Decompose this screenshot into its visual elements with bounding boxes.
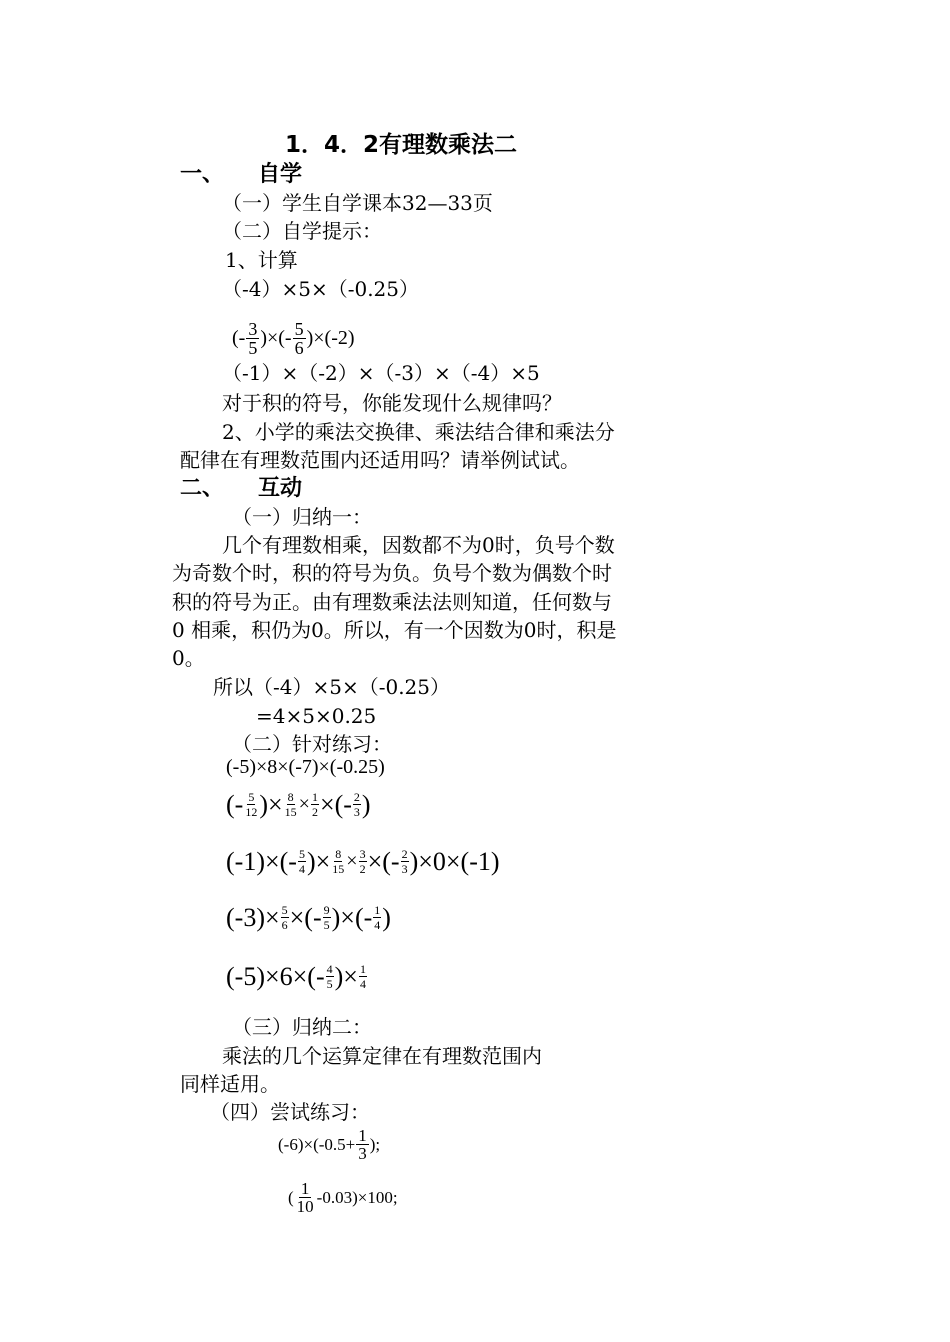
paragraph-line: 积的符号为正。由有理数乘法法则知道，任何数与 <box>172 590 612 614</box>
text-line: （二）针对练习： <box>232 732 392 756</box>
text-line: 同样适用。 <box>180 1072 280 1096</box>
fraction: $\frac{1}{3}$ <box>358 1126 367 1163</box>
text-line: =4×5×0.25 <box>256 704 377 728</box>
fraction: 1 4 <box>374 903 381 932</box>
text-line: （四）尝试练习： <box>210 1100 370 1124</box>
fraction: $\frac{1}{4}$ <box>359 962 366 991</box>
fraction: $\frac{8}{15}$ <box>284 790 297 819</box>
section-heading-interaction <box>180 476 302 502</box>
text-line: 配律在有理数范围内还适用吗？请举例试试。 <box>180 448 580 472</box>
fraction: $\frac{3}{2}$ <box>359 847 366 876</box>
text-line: （一）归纳一： <box>232 505 372 529</box>
fraction: 4 5 <box>326 962 333 991</box>
fraction: 9 5 <box>323 903 330 932</box>
fraction: 5 12 <box>245 790 258 819</box>
exercise-expression: (-3)× $\frac{5}{6}$ ×(- 9 5 )×(- 1 4 ) <box>226 902 391 932</box>
text-line: 2、小学的乘法交换律、乘法结合律和乘法分 <box>222 420 615 444</box>
math-expression: (- 3 5 )×(- 5 6 )×(-2) <box>232 319 355 358</box>
paragraph-line: 0 相乘，积仍为0。所以，有一个因数为0时，积是 <box>172 618 617 642</box>
fraction: $\frac{8}{15}$ <box>332 847 345 876</box>
fraction: $\frac{5}{6}$ <box>281 903 288 932</box>
fraction: 1 10 <box>296 1179 314 1216</box>
text-line: （-1）×（-2）×（-3）×（-4）×5 <box>222 361 540 385</box>
text-line: 所以（-4）×5×（-0.25） <box>213 675 451 699</box>
paragraph-line: 几个有理数相乘，因数都不为0时，负号个数 <box>222 533 615 557</box>
fraction: 2 3 <box>353 790 360 819</box>
text-line: （二）自学提示： <box>222 219 382 243</box>
section-heading-self-study <box>180 162 302 188</box>
exercise-expression: (-5)×6×(- 4 5 )× $\frac{1}{4}$ <box>226 961 366 991</box>
fraction: 5 4 <box>298 847 305 876</box>
exercise-expression: (-1)×(- 5 4 )× $\frac{8}{15}$ × $\frac{3}{2}$ ×(- 2 3 )×0×(-1) <box>226 846 500 876</box>
paragraph-line: 0。 <box>172 646 205 670</box>
exercise-expression: (- 5 12 )× $\frac{8}{15}$ × $\frac{1}{2}$ ×(- 2 3 ) <box>226 789 371 819</box>
text-line: 乘法的几个运算定律在有理数范围内 <box>222 1044 542 1068</box>
paragraph-line: 为奇数个时，积的符号为负。负号个数为偶数个时 <box>172 561 612 585</box>
trial-expression: (-6)×(-0.5+ $\frac{1}{3}$ ); <box>278 1126 381 1163</box>
page-title: 1．4．2有理数乘法二 <box>285 132 518 158</box>
text-line: （一）学生自学课本32—33页 <box>222 191 493 215</box>
fraction: $\frac{1}{2}$ <box>311 790 318 819</box>
exercise-expression: (-5)×8×(-7)×(-0.25) <box>226 756 385 778</box>
fraction: 5 6 <box>294 319 304 358</box>
section-number: 二、 <box>180 476 225 501</box>
text-line: （三）归纳二： <box>232 1015 372 1039</box>
section-number: 一、 <box>180 162 225 187</box>
text-line: 1、计算 <box>225 248 298 272</box>
text-line: （-4）×5×（-0.25） <box>222 277 420 301</box>
section-title: 自学 <box>258 162 303 187</box>
text-line: 对于积的符号，你能发现什么规律吗？ <box>222 391 562 415</box>
section-title: 互动 <box>258 476 303 501</box>
fraction: 3 5 <box>248 319 258 358</box>
trial-expression: ( 1 10 -0.03)×100; <box>288 1179 398 1216</box>
fraction: 2 3 <box>401 847 408 876</box>
